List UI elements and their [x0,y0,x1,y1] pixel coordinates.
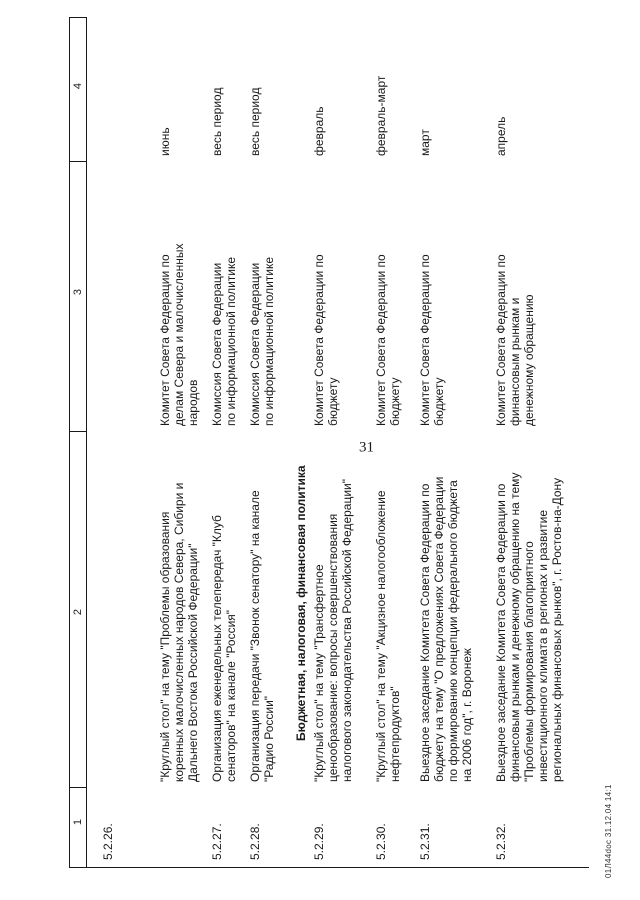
row-event: "Круглый стол" на тему "Акцизное налогообложение нефтепродуктов" [374,490,402,782]
row-term: февраль-март [374,75,388,156]
column-header-1: 1 [72,818,84,826]
row-event: Организация еженедельных телепередач "Клуб сенаторов" на канале "Россия" [210,515,238,782]
row-responsible: Комитет Совета Федерации по бюджету [312,254,340,426]
row-number: 5.2.29. [312,823,326,860]
row-responsible: Комитет Совета Федерации по делам Севера и малочисленных народов [158,243,200,426]
row-event: Организация передачи "Звонок сенатору" на канале "Радио России" [248,490,276,782]
section-heading: Бюджетная, налоговая, финансовая политика [294,465,308,741]
row-event: Выездное заседание Комитета Совета Федерации по бюджету на тему "О предложениях Совета Федерации по формированию концепции федерального бюджета на 2006 год", г. Воронеж [418,476,474,782]
row-event: Выездное заседание Комитета Совета Федерации по финансовым рынкам и денежному обращению на тему "Проблемы формирования благоприятного инвестиционного климата в регионах и развитие региональных финансовых рынков", г. Ростов-на-Дону [494,472,564,782]
table-top-border [69,18,70,868]
row-responsible: Комитет Совета Федерации по бюджету [418,254,446,426]
row-number: 5.2.27. [210,823,224,860]
row-number: 5.2.31. [418,823,432,860]
row-term: весь период [248,87,262,156]
row-responsible: Комитет Совета Федерации по финансовым рынкам и денежному обращению [494,254,536,426]
row-term: весь период [210,87,224,156]
column-header-3: 3 [72,288,84,296]
header-col-divider-1 [69,787,87,788]
column-header-4: 4 [72,82,84,90]
row-responsible: Комиссия Совета Федерации по информационной политике [210,256,238,426]
row-number: 5.2.26. [101,823,115,860]
row-event: "Круглый стол" на тему "Проблемы образования коренных малочисленных народов Севера, Сибири и Дальнего Востока Российской Федерации" [158,482,200,782]
header-col-divider-3 [69,161,87,162]
row-term: июнь [158,127,172,156]
table-header-bottom-border [86,18,87,868]
row-event: "Круглый стол" на тему "Трансфертное ценообразование: вопросы совершенствования налогового законодательства Российской Федерации" [312,479,354,782]
table-left-border [69,867,589,868]
row-term: февраль [312,106,326,156]
row-number: 5.2.32. [494,823,508,860]
row-responsible: Комиссия Совета Федерации по информационной политике [248,256,276,426]
column-header-2: 2 [72,608,84,616]
document-footer-code: 01Л44doc 31.12.04 14:1 [604,784,613,878]
header-col-divider-2 [69,431,87,432]
row-responsible: Комитет Совета Федерации по бюджету [374,254,402,426]
row-term: апрель [494,116,508,156]
header-col-divider-end [69,17,87,18]
row-number: 5.2.30. [374,823,388,860]
page-number: 31 [359,439,374,456]
row-number: 5.2.28. [248,823,262,860]
row-term: март [418,129,432,156]
